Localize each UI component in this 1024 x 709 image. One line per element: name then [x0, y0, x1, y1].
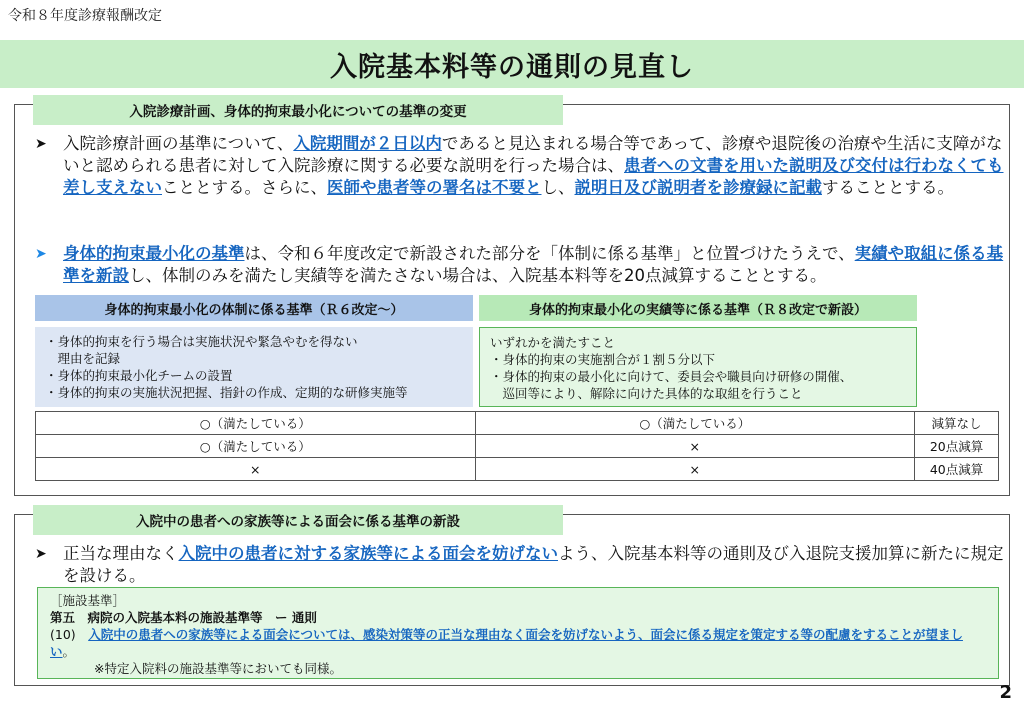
highlight-text: 入院中の患者に対する家族等による面会を妨げない — [178, 544, 558, 563]
arrow-bullet-icon: ➤ — [35, 246, 47, 262]
standard-label: ［施設基準］ — [50, 593, 126, 608]
criteria-line: ・身体的拘束の実施状況把握、指針の作成、定期的な研修実施等 — [45, 385, 408, 400]
table-cell: ○（満たしている） — [475, 412, 915, 435]
standard-subheading: 第五 病院の入院基本料の施設基準等 ー 通則 — [50, 610, 317, 625]
highlight-text: 説明日及び説明者を診療録に記載 — [574, 178, 822, 197]
standard-note: ※特定入院料の施設基準等においても同様。 — [94, 661, 342, 676]
table-cell: ○（満たしている） — [36, 412, 476, 435]
arrow-bullet-icon: ➤ — [35, 546, 47, 562]
performance-criteria-box — [479, 327, 917, 407]
paragraph-text — [35, 243, 1010, 287]
table-cell: 40点減算 — [915, 458, 999, 481]
table-cell: × — [475, 458, 915, 481]
criteria-line: 巡回等により、解除に向けた具体的な取組を行うこと — [490, 386, 803, 401]
title-bar — [0, 40, 1024, 88]
table-row — [36, 435, 999, 458]
highlight-text: 医師や患者等の署名は不要と — [327, 178, 542, 197]
table-cell: 20点減算 — [915, 435, 999, 458]
highlight-text: 身体的拘束最小化の基準 — [63, 244, 245, 263]
paragraph-hospitalization-plan — [35, 133, 1010, 199]
revision-label: 令和８年度診療報酬改定 — [8, 8, 162, 24]
table-row — [36, 412, 999, 435]
performance-criteria-heading: 身体的拘束最小化の実績等に係る基準（Ｒ８改定で新設） — [479, 295, 917, 321]
paragraph-restraint-minimization — [35, 243, 1010, 287]
page-title: 入院基本料等の通則の見直し — [330, 51, 694, 83]
system-criteria-heading: 身体的拘束最小化の体制に係る基準（Ｒ６改定～） — [35, 295, 473, 321]
table-cell: 減算なし — [915, 412, 999, 435]
item-number: (10) — [50, 627, 76, 642]
standard-item — [50, 626, 986, 660]
text-segment: 正当な理由なく — [63, 544, 179, 563]
text-segment: は、令和６年度改定で新設された部分を「体制に係る基準」と位置づけたうえで、 — [244, 244, 855, 263]
table-row — [36, 458, 999, 481]
facility-standard-box — [37, 587, 999, 679]
text-segment: することとする。 — [822, 178, 954, 197]
system-criteria-box — [35, 327, 473, 407]
text-segment: であると見込まれる場合等であって、診療や退院後の治療や生活に支障がないと認められる患者に対して入院診療に関する必要な説明を行った場合は、 — [63, 134, 1003, 175]
highlight-text: 入院期間が２日以内 — [293, 134, 442, 153]
text-segment: よう、入院基本料等の通則及び入退院支援加算に新たに規定を設ける。 — [63, 544, 1004, 585]
deduction-table — [35, 411, 999, 481]
criteria-line: ・身体的拘束を行う場合は実施状況や緊急やむを得ない — [45, 334, 358, 349]
section-panel-2 — [14, 514, 1010, 686]
table-cell: × — [475, 435, 915, 458]
paragraph-text — [35, 543, 1010, 587]
text-segment: 。 — [62, 644, 76, 659]
section-panel-1 — [14, 104, 1010, 496]
criteria-line: ・身体的拘束の最小化に向けて、委員会や職員向け研修の開催、 — [490, 369, 853, 384]
criteria-line: ・身体的拘束の実施割合が１割５分以下 — [490, 352, 716, 367]
table-cell: ○（満たしている） — [36, 435, 476, 458]
page-number: 2 — [999, 682, 1012, 703]
text-segment: こととする。さらに、 — [162, 178, 327, 197]
paragraph-text — [35, 133, 1010, 199]
highlight-text: 実績や取組に係る基準を新設 — [63, 244, 1004, 285]
highlight-text: 入院中の患者への家族等による面会については、感染対策等の正当な理由なく面会を妨げないよう、面会に係る規定を策定する等の配慮をすることが望ましい — [50, 627, 963, 659]
section-heading-2: 入院中の患者への家族等による面会に係る基準の新設 — [33, 505, 563, 535]
paragraph-visitation — [35, 543, 1010, 587]
text-segment: し、 — [541, 178, 575, 197]
criteria-line: 理由を記録 — [45, 351, 121, 366]
section-heading-1: 入院診療計画、身体的拘束最小化についての基準の変更 — [33, 95, 563, 125]
criteria-line: ・身体的拘束最小化チームの設置 — [45, 368, 233, 383]
highlight-text: 患者への文書を用いた説明及び交付は行わなくても差し支えない — [63, 156, 1004, 197]
arrow-bullet-icon: ➤ — [35, 136, 47, 152]
table-cell: × — [36, 458, 476, 481]
text-segment: 入院診療計画の基準について、 — [63, 134, 294, 153]
criteria-line: いずれかを満たすこと — [490, 335, 616, 350]
text-segment: し、体制のみを満たし実績等を満たさない場合は、入院基本料等を20点減算することとする。 — [129, 266, 827, 285]
